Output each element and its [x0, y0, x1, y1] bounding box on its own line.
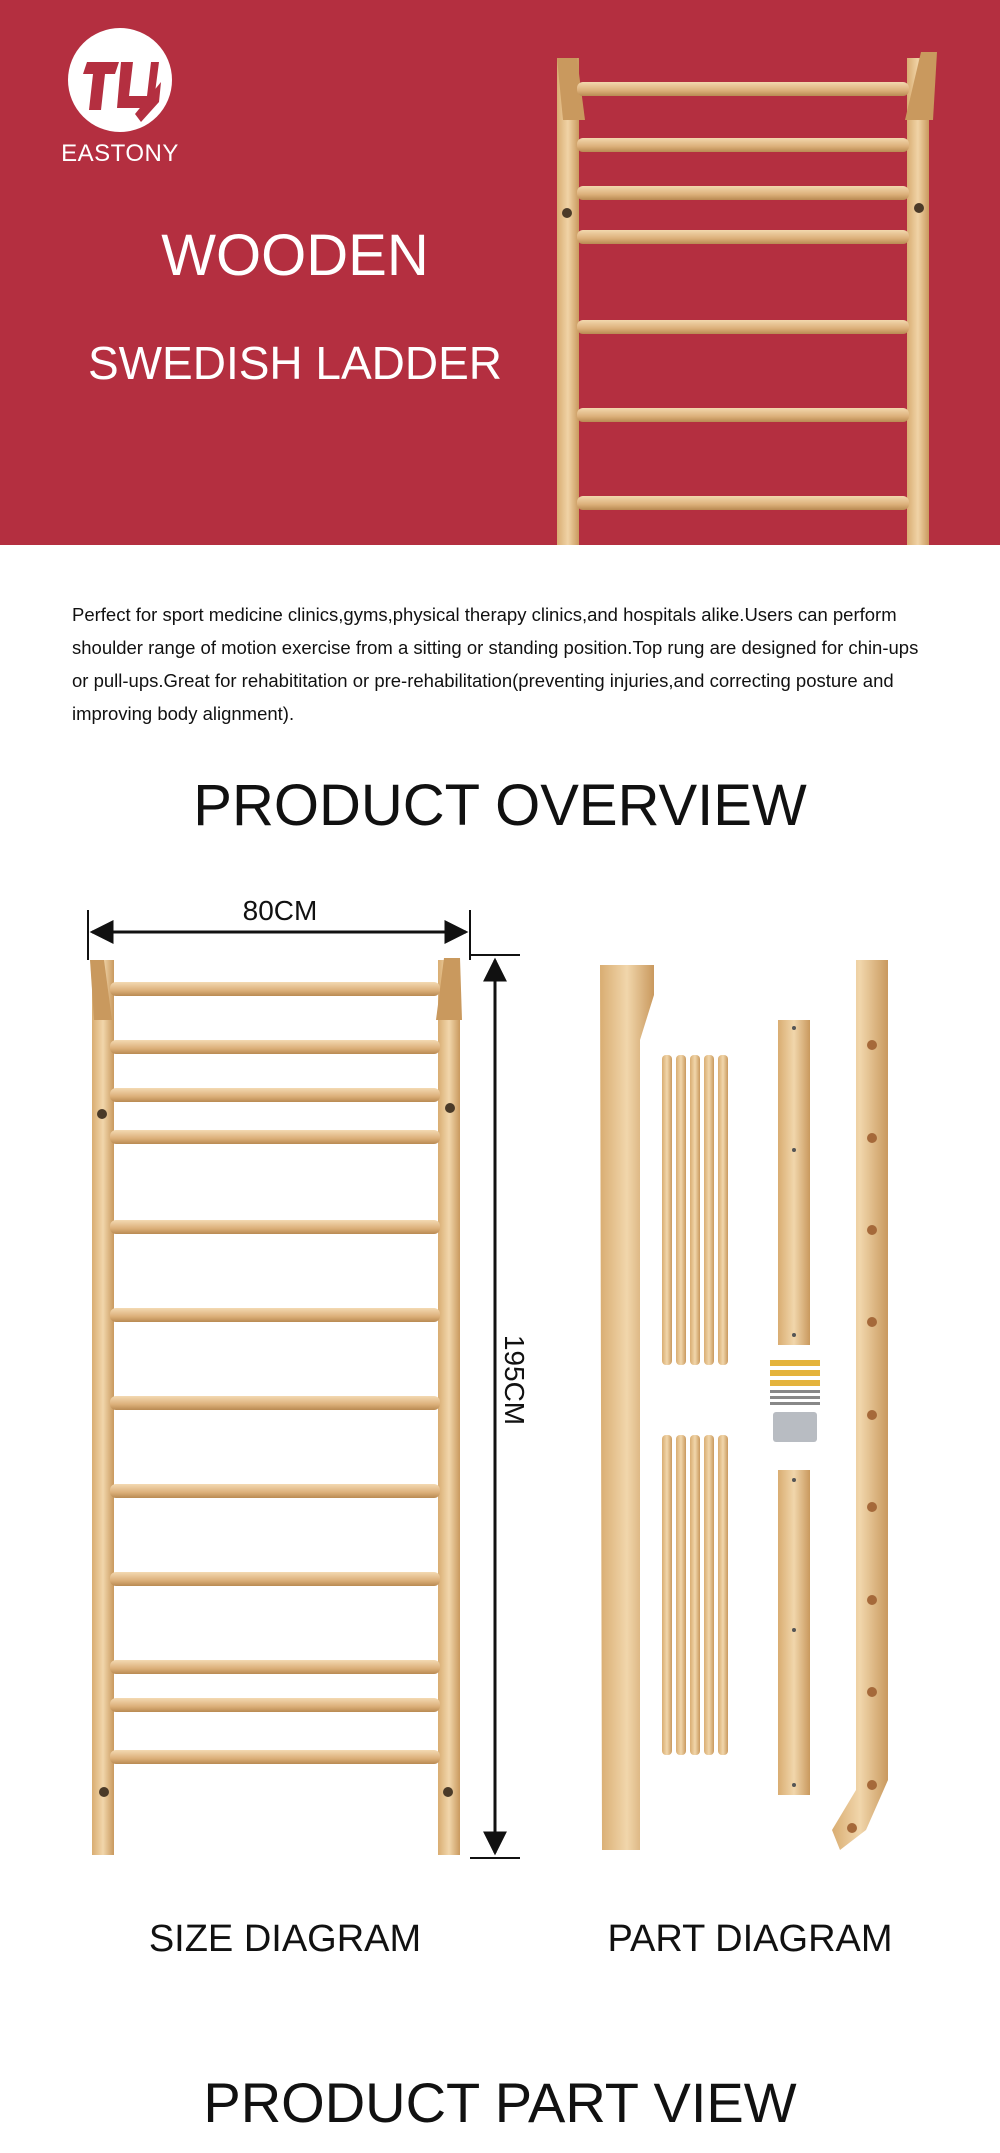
- height-dimension-label: 195CM: [499, 1334, 530, 1426]
- hardware-kit: [770, 1360, 820, 1442]
- rung-bundle-bottom: [662, 1435, 728, 1755]
- hero-ladder-image: [555, 50, 945, 545]
- product-overview-title: PRODUCT OVERVIEW: [193, 773, 807, 838]
- rung-bundle-top: [662, 1055, 728, 1365]
- hero-title-line1: WOODEN: [161, 223, 429, 288]
- part-diagram-image: [570, 950, 950, 1860]
- part-diagram-caption: PART DIAGRAM: [607, 1918, 893, 1960]
- product-part-view-title: PRODUCT PART VIEW: [203, 2071, 797, 2134]
- eastony-logo-icon: [55, 22, 185, 140]
- size-diagram-image: [60, 890, 540, 1890]
- width-dimension-label: 80CM: [242, 895, 318, 926]
- brand-name: EASTONY: [61, 140, 179, 167]
- brand-logo: [55, 22, 185, 172]
- hero-banner: [0, 0, 1000, 545]
- size-diagram-caption: SIZE DIAGRAM: [148, 1918, 422, 1960]
- hero-title-line2: SWEDISH LADDER: [87, 337, 503, 389]
- product-description: Perfect for sport medicine clinics,gyms,physical therapy clinics,and hospitals alike.Users can perform shoulder range of motion exercise from a sitting or standing position.Top rung are designed for chin-ups or pull-ups.Great for rehabititation or pre-rehabilitation(preventing injuries,and correcting posture and improving body alignment).: [72, 604, 919, 724]
